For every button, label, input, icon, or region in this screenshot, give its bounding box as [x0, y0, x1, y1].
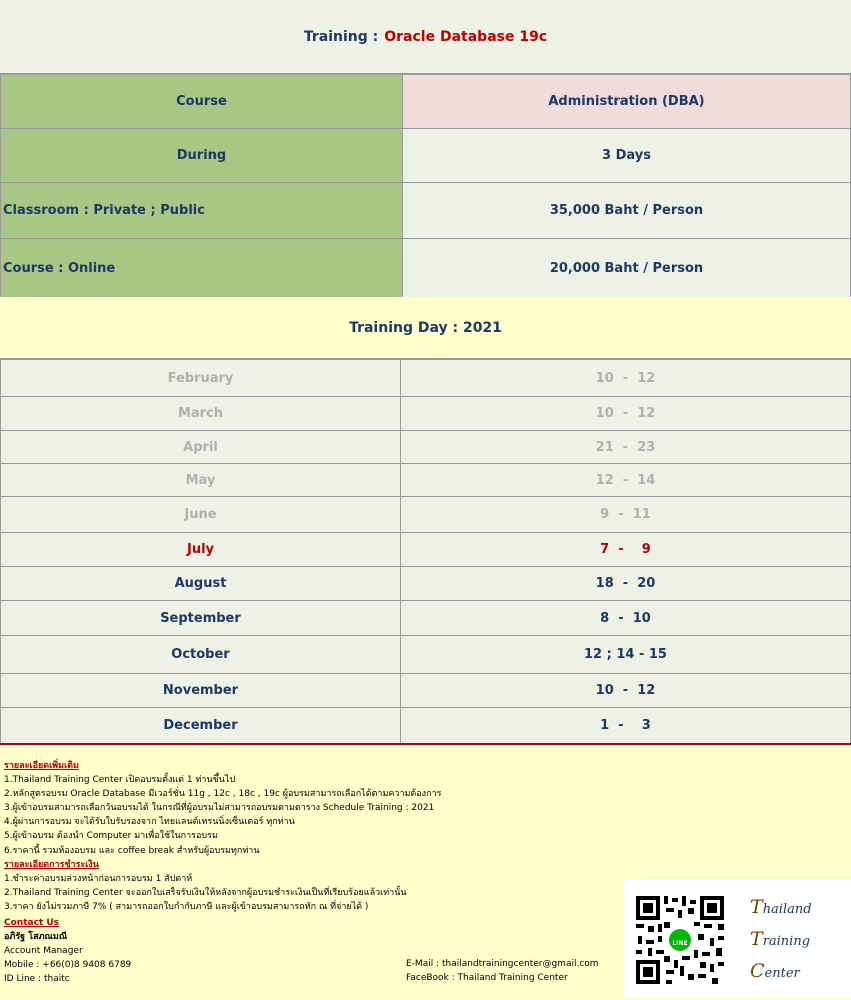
schedule-row	[1, 497, 851, 533]
contact-email[interactable]: E-Mail : thailandtrainingcenter@gmail.com	[406, 959, 599, 969]
schedule-month: November	[1, 674, 401, 708]
brand-cap: T	[750, 896, 763, 918]
schedule-days: 18 - 20	[401, 567, 851, 601]
schedule-month: April	[1, 431, 401, 464]
schedule-row	[1, 567, 851, 601]
contact-role: Account Manager	[4, 946, 83, 956]
schedule-row	[1, 601, 851, 636]
schedule-days: 9 - 11	[401, 497, 851, 533]
payment-item: 2.Thailand Training Center จะออกใบเสร็จรับเงินให้หลังจากผู้อบรมชำระเงินเป็นที่เรียบร้อยแล้วเท่านั้น	[4, 887, 407, 898]
contact-mobile: Mobile : +66(0)8 9408 6789	[4, 960, 132, 970]
schedule-month: December	[1, 708, 401, 744]
brand-word: raining	[762, 934, 811, 949]
info-label: Classroom : Private ; Public	[1, 183, 403, 239]
schedule-days: 21 - 23	[401, 431, 851, 464]
schedule-row	[1, 636, 851, 674]
brand-line-3	[750, 960, 800, 982]
details-item: 5.ผู้เข้าอบรม ต้องนำ Computer มาเพื่อใช้ในการอบรม	[4, 831, 218, 842]
details-item: 1.Thailand Training Center เปิดอบรมตั้งแต่ 1 ท่านขึ้นไป	[4, 775, 236, 786]
schedule-row	[1, 431, 851, 464]
qr-code[interactable]	[624, 880, 736, 998]
brand-cap: T	[750, 928, 763, 950]
details-item: 2.หลักสูตรอบรม Oracle Database มีเวอร์ชั่น 11g , 12c , 18c , 19c ผู้อบรมสามารถเลือกได้ตามความต้องการ	[4, 789, 442, 800]
footer	[0, 745, 851, 1000]
contact-heading: Contact Us	[4, 918, 60, 928]
schedule-days: 10 - 12	[401, 674, 851, 708]
schedule-days: 12 ; 14 - 15	[401, 636, 851, 674]
contact-facebook[interactable]: FaceBook : Thailand Training Center	[406, 973, 568, 983]
info-value: 3 Days	[403, 129, 851, 183]
info-row-online	[1, 239, 851, 298]
schedule-month: August	[1, 567, 401, 601]
schedule-month: June	[1, 497, 401, 533]
contact-online	[406, 957, 599, 985]
info-row-course	[1, 75, 851, 129]
contact-line-id: ID Line : thaitc	[4, 974, 70, 984]
payment-item: 1.ชำระค่าอบรมล่วงหน้าก่อนการอบรม 1 สัปดาห์	[4, 873, 193, 884]
details-item: 6.ราคานี้ รวมห้องอบรม และ coffee break สำหรับผู้อบรมทุกท่าน	[4, 845, 260, 856]
brand-line-1	[750, 896, 812, 918]
info-label: Course	[1, 75, 403, 129]
brand-word: hailand	[762, 902, 812, 917]
schedule-month: February	[1, 360, 401, 397]
line-badge: LINE	[672, 940, 688, 947]
schedule-days: 10 - 12	[401, 360, 851, 397]
details-item: 4.ผู้ผ่านการอบรม จะได้รับใบรับรองจาก ไทยแลนด์เทรนนิ่งเซ็นเตอร์ ทุกท่าน	[4, 817, 295, 828]
schedule-days: 10 - 12	[401, 397, 851, 431]
info-label: During	[1, 129, 403, 183]
schedule-row	[1, 464, 851, 497]
payment-item: 3.ราคา ยังไม่รวมภาษี 7% ( สามารถออกใบกำกับภาษี และผู้เข้าอบรมสามารถหัก ณ ที่จ่ายได้ )	[4, 901, 369, 912]
training-day-heading: Training Day : 2021	[0, 297, 851, 359]
info-value: 20,000 Baht / Person	[403, 239, 851, 298]
schedule-days: 1 - 3	[401, 708, 851, 744]
schedule-table	[0, 359, 851, 744]
schedule-month: September	[1, 601, 401, 636]
brand-cap: C	[750, 960, 765, 982]
schedule-days: 8 - 10	[401, 601, 851, 636]
info-value: 35,000 Baht / Person	[403, 183, 851, 239]
notes	[4, 759, 441, 914]
schedule-days: 12 - 14	[401, 464, 851, 497]
info-row-during	[1, 129, 851, 183]
schedule-row	[1, 360, 851, 397]
brand-logo	[736, 880, 851, 998]
schedule-month: July	[1, 533, 401, 567]
schedule-month: March	[1, 397, 401, 431]
title-prefix: Training :	[303, 28, 379, 45]
info-value: Administration (DBA)	[403, 75, 851, 129]
schedule-month: May	[1, 464, 401, 497]
course-info-table	[0, 74, 851, 298]
schedule-month: October	[1, 636, 401, 674]
payment-heading: รายละเอียดการชำระเงิน	[4, 859, 99, 870]
contact-name: อภิรัฐ โสภณมณี	[4, 932, 68, 942]
schedule-row	[1, 533, 851, 567]
schedule-row	[1, 708, 851, 744]
details-item: 3.ผู้เข้าอบรมสามารถเลือกวันอบรมได้ ในกรณีที่ผู้อบรมไม่สามารถอบรมตามตาราง Schedule Training : 2021	[4, 803, 435, 814]
schedule-days: 7 - 9	[401, 533, 851, 567]
details-heading: รายละเอียดเพิ่มเติม	[4, 761, 79, 771]
info-row-classroom	[1, 183, 851, 239]
info-label: Course : Online	[1, 239, 403, 298]
brand-word: enter	[764, 966, 800, 981]
schedule-row	[1, 674, 851, 708]
contact-block	[4, 916, 131, 986]
schedule-row	[1, 397, 851, 431]
page-title	[0, 0, 851, 74]
title-course: Oracle Database 19c	[384, 28, 548, 45]
brand-line-2	[750, 928, 810, 950]
